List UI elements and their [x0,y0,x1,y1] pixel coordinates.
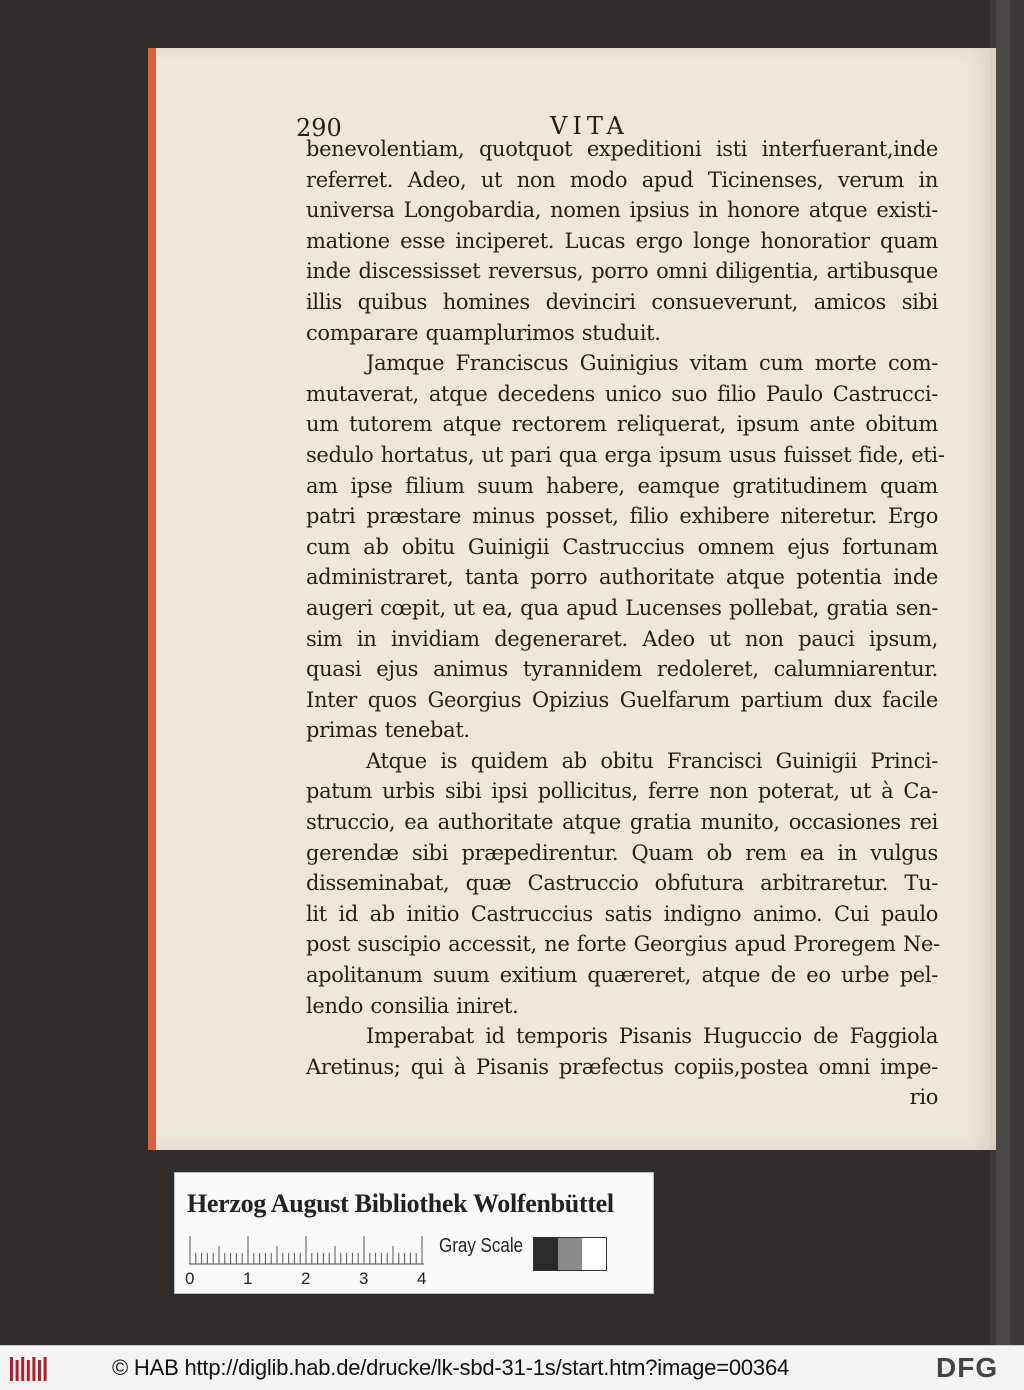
text-line: Imperabat id temporis Pisanis Huguccio de Faggiola [366,1024,938,1049]
page-text [306,134,945,1113]
page-number: 290 [296,114,342,142]
logo-column [32,1357,35,1381]
page-red-edge [148,48,156,1150]
text-line: Aretinus; qui à Pisanis præfectus copiis,postea omni impe- [306,1054,938,1079]
viewer-footer [0,1345,1024,1390]
text-line: lendo consilia iniret. [306,993,519,1018]
gray-scale-swatches [533,1237,607,1271]
gray-swatch-dark [534,1238,558,1270]
logo-column [10,1357,13,1381]
text-line: gerendæ sibi præpedirentur. Quam ob rem ea in vulgus [306,840,938,865]
ruler-label: 4 [417,1269,427,1288]
text-line: sedulo hortatus, ut pari qua erga ipsum usus fuisset fide, eti- [306,442,945,467]
text-line: matione esse inciperet. Lucas ergo longe honoratior quam [306,228,938,253]
page-gutter [990,48,996,1150]
text-line: illis quibus homines devinciri consueverunt, amicos sibi [306,289,938,314]
ruler-label: 2 [301,1269,311,1288]
text-line: quasi ejus animus tyrannidem redoleret, calumniarentur. [306,657,938,682]
text-line: um tutorem atque rectorem reliquerat, ipsum ante obitum [306,412,938,437]
text-line: patri præstare minus posset, filio exhibere niteretur. Ergo [306,504,938,529]
text-line: Atque is quidem ab obitu Francisci Guinigii Princi- [366,748,938,773]
text-line: benevolentiam, quotquot expeditioni isti interfuerant,inde [306,137,938,161]
text-line: referret. Adeo, ut non modo apud Ticinenses, verum in [306,167,938,192]
text-line: apolitanum suum exitium quæreret, atque de eo urbe pel- [306,963,938,988]
catchword: rio [909,1085,938,1110]
text-line: disseminabat, quæ Castruccio obfutura arbitraretur. Tu- [306,871,938,896]
gray-scale-label: Gray Scale [439,1235,524,1257]
text-line: am ipse filium suum habere, eamque gratitudinem quam [306,473,938,498]
logo-column [21,1357,24,1381]
text-line: universa Longobardia, nomen ipsius in honore atque existi- [306,198,938,223]
text-line: struccio, ea authoritate atque gratia munito, occasiones rei [306,810,938,835]
ruler-ticks [189,1235,429,1265]
logo-column [38,1360,41,1381]
text-line: lit id ab initio Castruccius satis indigno animo. Cui paulo [306,901,938,926]
dfg-logo[interactable]: DFG [936,1352,999,1383]
text-line: primas tenebat. [306,718,470,743]
text-line: comparare quamplurimos studuit. [306,320,661,345]
text-line: Inter quos Georgius Opizius Guelfarum partium dux facile [306,687,938,712]
text-line: cum ab obitu Guinigii Castruccius omnem ejus fortunam [306,534,938,559]
gray-swatch-white [582,1238,606,1270]
ruler-label: 1 [243,1269,253,1288]
ruler-scale [189,1235,429,1265]
text-line: administraret, tanta porro authoritate atque potentia inde [306,565,938,590]
logo-column [44,1357,47,1381]
text-line: post suscipio accessit, ne forte Georgius apud Proregem Ne- [306,932,940,957]
text-line: mutaverat, atque decedens unico suo filio Paulo Castrucci- [306,381,938,406]
logo-column [16,1360,19,1381]
running-head-title: VITA [550,112,629,140]
logo-column [27,1360,30,1381]
ruler-labels [175,1269,475,1289]
ruler-label: 3 [359,1269,369,1288]
ruler-label: 0 [185,1269,195,1288]
color-reference-card [174,1172,654,1294]
bibliotheca-columns-icon [8,1354,50,1384]
copyright-link[interactable]: © HAB http://diglib.hab.de/drucke/lk-sbd-31-1s/start.htm?image=00364 [112,1355,790,1380]
text-line: Jamque Franciscus Guinigius vitam cum morte com- [366,351,938,376]
library-name: Herzog August Bibliothek Wolfenbüttel [187,1189,614,1218]
gray-swatch-mid [558,1238,582,1270]
text-line: augeri cœpit, ut ea, qua apud Lucenses pollebat, gratia sen- [306,595,938,620]
text-line: inde discessisset reversus, porro omni diligentia, artibusque [306,259,938,284]
text-line: sim in invidiam degeneraret. Adeo ut non pauci ipsum, [306,626,938,651]
text-line: patum urbis sibi ipsi pollicitus, ferre non poterat, ut à Ca- [306,779,938,804]
